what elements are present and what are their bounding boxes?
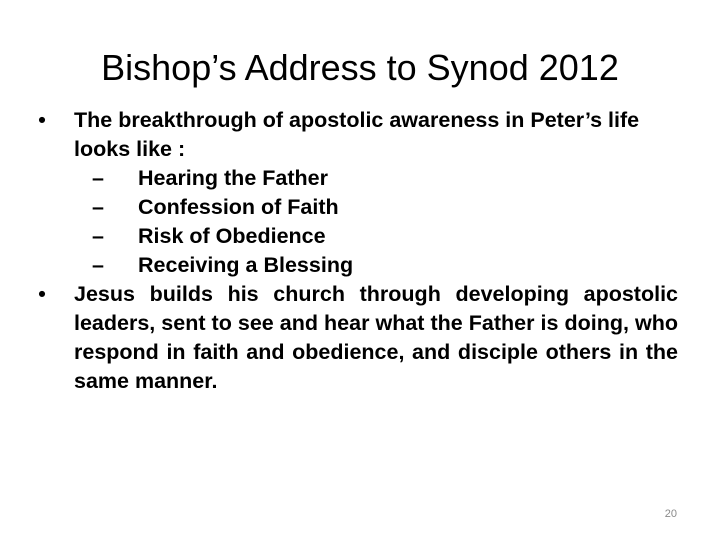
- bullet-icon: •: [38, 108, 46, 132]
- sub-bullet-text: Confession of Faith: [138, 195, 339, 219]
- page-number: 20: [664, 508, 677, 520]
- bullet-item: [30, 106, 678, 280]
- slide-title: Bishop’s Address to Synod 2012: [101, 47, 619, 88]
- sub-bullet-list: [74, 164, 678, 280]
- bullet-list: [30, 106, 678, 396]
- dash-icon: –: [92, 195, 104, 219]
- bullet-text: The breakthrough of apostolic awareness in Peter’s life looks like :: [74, 108, 640, 161]
- dash-icon: –: [92, 166, 104, 190]
- sub-bullet-item: [74, 222, 678, 251]
- sub-bullet-item: [74, 164, 678, 193]
- bullet-icon: •: [38, 282, 46, 306]
- sub-bullet-item: [74, 193, 678, 222]
- sub-bullet-text: Hearing the Father: [138, 166, 328, 190]
- dash-icon: –: [92, 253, 104, 277]
- sub-bullet-text: Risk of Obedience: [138, 224, 326, 248]
- sub-bullet-text: Receiving a Blessing: [138, 253, 354, 277]
- bullet-item: [30, 280, 678, 396]
- dash-icon: –: [92, 224, 104, 248]
- bullet-text: Jesus builds his church through developing apostolic leaders, sent to see and hear what the Father is doing, who respond in faith and obedience, and disciple others in the same manner.: [74, 282, 678, 393]
- sub-bullet-item: [74, 251, 678, 280]
